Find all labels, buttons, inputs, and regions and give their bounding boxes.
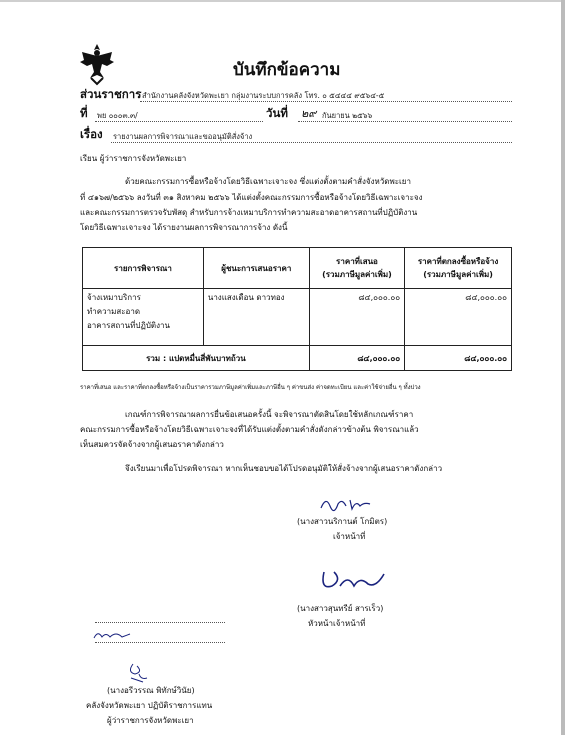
approval-initial-mark (92, 628, 134, 642)
subject-dotted-line (111, 142, 512, 143)
scan-border-right (561, 0, 565, 735)
date-handwritten: ๒๙ (301, 107, 317, 120)
subject-value: รายงานผลการพิจารณาและขออนุมัติสั่งจ้าง (113, 132, 253, 141)
approval-dotted-line-2 (95, 642, 225, 643)
total-agreed: ๘๔,๐๐๐.๐๐ (405, 346, 512, 371)
cell-winner: นางแสงเดือน ดาวทอง (203, 289, 309, 346)
agency-label: ส่วนราชการ (80, 87, 142, 101)
total-label: รวม : แปดหมื่นสี่พันบาทถ้วน (83, 346, 310, 371)
para1-line1: ด้วยคณะกรรมการซื้อหรือจ้างโดยวิธีเฉพาะเจาะจง ซึ่งแต่งตั้งตามคำสั่งจังหวัดพะเยา (125, 177, 411, 186)
scan-border-top (0, 0, 565, 2)
date-value: กันยายน ๒๕๖๖ (322, 111, 373, 120)
memo-title: บันทึกข้อความ (233, 60, 341, 80)
signature-3-mark (125, 660, 151, 684)
signature-2-mark (318, 566, 388, 594)
cell-offered: ๘๔,๐๐๐.๐๐ (309, 289, 404, 346)
para2-line3: เห็นสมควรจัดจ้างจากผู้เสนอราคาดังกล่าว (80, 440, 224, 449)
para1-line3: และคณะกรรมการตรวจรับพัสดุ สำหรับการจ้างเหมาบริการทำความสะอาดอาคารสถานที่ปฏิบัติงาน (80, 208, 418, 217)
para1-line4: โดยวิธีเฉพาะเจาะจง ได้รายงานผลการพิจารณาการจ้าง ดังนี้ (80, 223, 288, 232)
sig2-name: (นางสาวสุนทรีย์ สารเร็ว) (297, 604, 384, 613)
sig1-name: (นางสาวนริกานต์ โกมิตร) (297, 517, 388, 526)
table-footnote: ราคาที่เสนอ และราคาที่ตกลงซื้อหรือจ้างเป็นราคารวมภาษีมูลค่าเพิ่มและภาษีอื่น ๆ ค่าขนส่ง ค่าจดทะเบียน และค่าใช้จ่ายอื่น ๆ ทั้งปวง (80, 384, 421, 391)
sig1-title: เจ้าหน้าที่ (333, 532, 366, 541)
item-line: จ้างเหมาบริการ (87, 293, 141, 302)
sig3-title-1: คลังจังหวัดพะเยา ปฏิบัติราชการแทน (86, 701, 213, 710)
col-header-item: รายการพิจารณา (83, 248, 204, 289)
signature-1-mark (318, 494, 374, 514)
sig2-title: หัวหน้าเจ้าหน้าที่ (308, 619, 366, 628)
sig3-name: (นางอรีวรรณ พิทักษ์วินัย) (107, 686, 195, 695)
ref-dotted-line (95, 121, 263, 122)
garuda-emblem-icon (78, 42, 116, 86)
col-header-offered: ราคาที่เสนอ (รวมภาษีมูลค่าเพิ่ม) (309, 248, 404, 289)
para3: จึงเรียนมาเพื่อโปรดพิจารณา หากเห็นชอบขอได้โปรดอนุมัติให้สั่งจ้างจากผู้เสนอราคาดังกล่าว (125, 464, 443, 473)
agency-dotted-line (140, 101, 512, 102)
para1-line2: ที่ ๔๑๖๗/๒๕๖๖ ลงวันที่ ๓๑ สิงหาคม ๒๕๖๖ ได้แต่งตั้งคณะกรรมการซื้อหรือจ้างโดยวิธีเฉพาะเจาะจง (80, 193, 423, 202)
item-line: ทำความสะอาด (87, 307, 141, 316)
date-label: วันที่ (266, 106, 288, 120)
subject-label: เรื่อง (80, 127, 103, 141)
total-offered: ๘๔,๐๐๐.๐๐ (309, 346, 404, 371)
cell-agreed: ๘๔,๐๐๐.๐๐ (405, 289, 512, 346)
para2-line2: คณะกรรมการซื้อหรือจ้างโดยวิธีเฉพาะเจาะจงที่ได้รับแต่งตั้งตามคำสั่งดังกล่าวข้างต้น พิจารณาแล้ว (80, 425, 419, 434)
col-header-winner: ผู้ชนะการเสนอราคา (203, 248, 309, 289)
col-header-agreed: ราคาที่ตกลงซื้อหรือจ้าง (รวมภาษีมูลค่าเพิ่ม) (405, 248, 512, 289)
para2-line1: เกณฑ์การพิจารณาผลการยื่นข้อเสนอครั้งนี้ จะพิจารณาตัดสินโดยใช้หลักเกณฑ์ราคา (125, 410, 414, 419)
salutation: เรียน ผู้ว่าราชการจังหวัดพะเยา (80, 154, 187, 163)
date-dotted-line (298, 121, 512, 122)
table-header-row (83, 248, 512, 289)
sig3-title-2: ผู้ว่าราชการจังหวัดพะเยา (107, 716, 194, 725)
approval-dotted-line-1 (95, 622, 225, 623)
cell-item (83, 289, 204, 346)
ref-value: พย ๐๐๐๓.๓/ (97, 111, 138, 120)
table-total-row (83, 346, 512, 371)
item-line: อาคารสถานที่ปฏิบัติงาน (87, 321, 170, 330)
ref-label: ที่ (80, 106, 88, 120)
table-row (83, 289, 512, 346)
consideration-table (82, 247, 512, 371)
agency-value: สำนักงานคลังจังหวัดพะเยา กลุ่มงานระบบการคลัง โทร. ๐ ๕๔๔๔ ๙๕๖๔-๕ (142, 91, 385, 100)
